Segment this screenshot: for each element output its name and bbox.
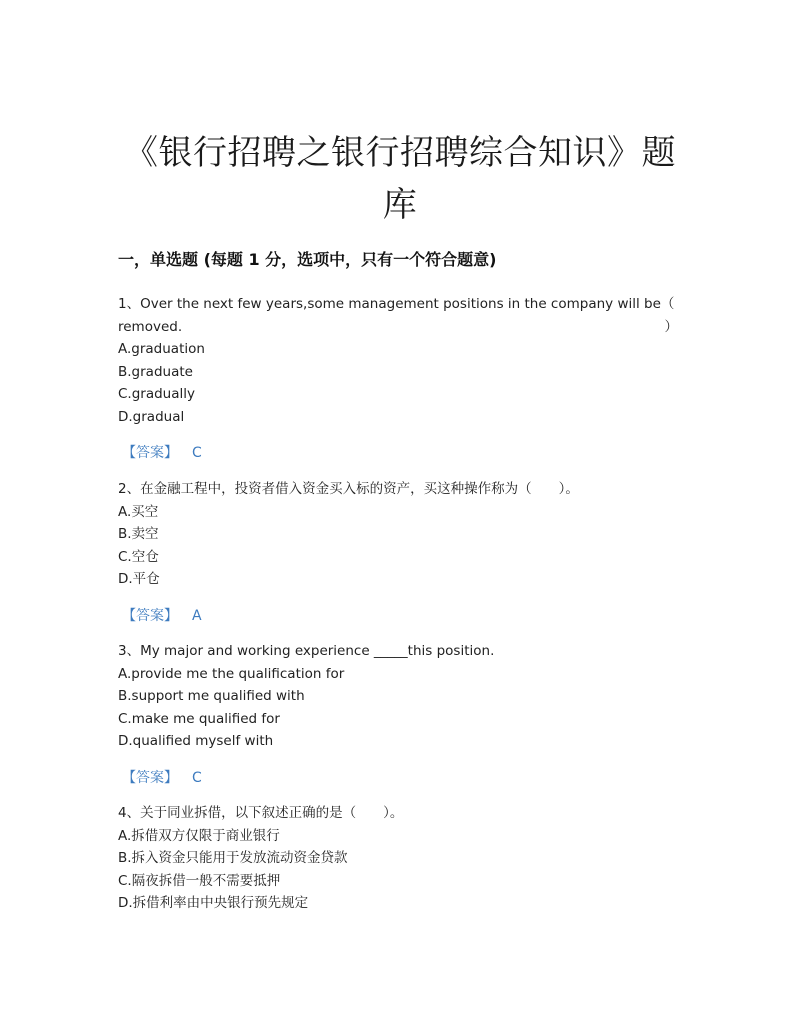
question-1-stem-cont: removed. xyxy=(118,318,183,335)
question-3 xyxy=(118,640,678,789)
question-1-answer-value: C xyxy=(192,445,202,461)
question-1-stem xyxy=(118,293,678,338)
question-2-option-d: D.平仓 xyxy=(118,571,160,587)
question-1-stem-paren: ） xyxy=(664,318,678,335)
question-1-option-d: D.gradual xyxy=(118,408,185,425)
question-3-stem: 3、My major and working experience _____this position. xyxy=(118,643,495,659)
document-title-line1: 《银行招聘之银行招聘综合知识》题 xyxy=(124,132,676,173)
question-4-option-d: D.拆借利率由中央银行预先规定 xyxy=(118,895,309,911)
question-2-answer xyxy=(118,605,678,627)
question-1-option-b: B.graduate xyxy=(118,363,193,380)
question-2-answer-label: 【答案】 xyxy=(122,607,178,624)
document-title xyxy=(110,127,690,231)
question-1-option-c: C.gradually xyxy=(118,386,195,402)
question-4-stem: 4、关于同业拆借，以下叙述正确的是（ ）。 xyxy=(118,805,404,821)
question-2-stem: 2、在金融工程中，投资者借入资金买入标的资产，买这种操作称为（ ）。 xyxy=(118,481,579,497)
question-2-option-a: A.买空 xyxy=(118,503,159,520)
question-4 xyxy=(118,802,678,915)
question-4-option-b: B.拆入资金只能用于发放流动资金贷款 xyxy=(118,850,348,866)
question-1-answer xyxy=(118,442,678,464)
question-1-option-a: A.graduation xyxy=(118,341,205,357)
question-3-option-d: D.qualified myself with xyxy=(118,733,274,749)
question-2 xyxy=(118,478,678,627)
question-2-answer-value: A xyxy=(192,607,202,624)
question-3-answer-value: C xyxy=(192,769,202,786)
question-2-option-c: C.空仓 xyxy=(118,548,159,565)
section-heading: 一，单选题 (每题 1 分，选项中，只有一个符合题意) xyxy=(118,250,497,269)
question-3-answer-label: 【答案】 xyxy=(122,769,178,786)
question-1-answer-label: 【答案】 xyxy=(122,445,178,461)
question-3-option-b: B.support me qualified with xyxy=(118,688,305,704)
question-3-answer xyxy=(118,767,678,789)
question-2-option-b: B.卖空 xyxy=(118,526,159,542)
question-1 xyxy=(118,293,678,464)
question-1-stem-text: 1、Over the next few years,some management positions in the company will be（ xyxy=(118,296,675,312)
question-3-option-c: C.make me qualified for xyxy=(118,710,280,727)
question-4-option-c: C.隔夜拆借一般不需要抵押 xyxy=(118,872,281,889)
question-3-option-a: A.provide me the qualification for xyxy=(118,665,345,682)
question-4-option-a: A.拆借双方仅限于商业银行 xyxy=(118,827,280,844)
document-title-line2: 库 xyxy=(382,184,418,225)
